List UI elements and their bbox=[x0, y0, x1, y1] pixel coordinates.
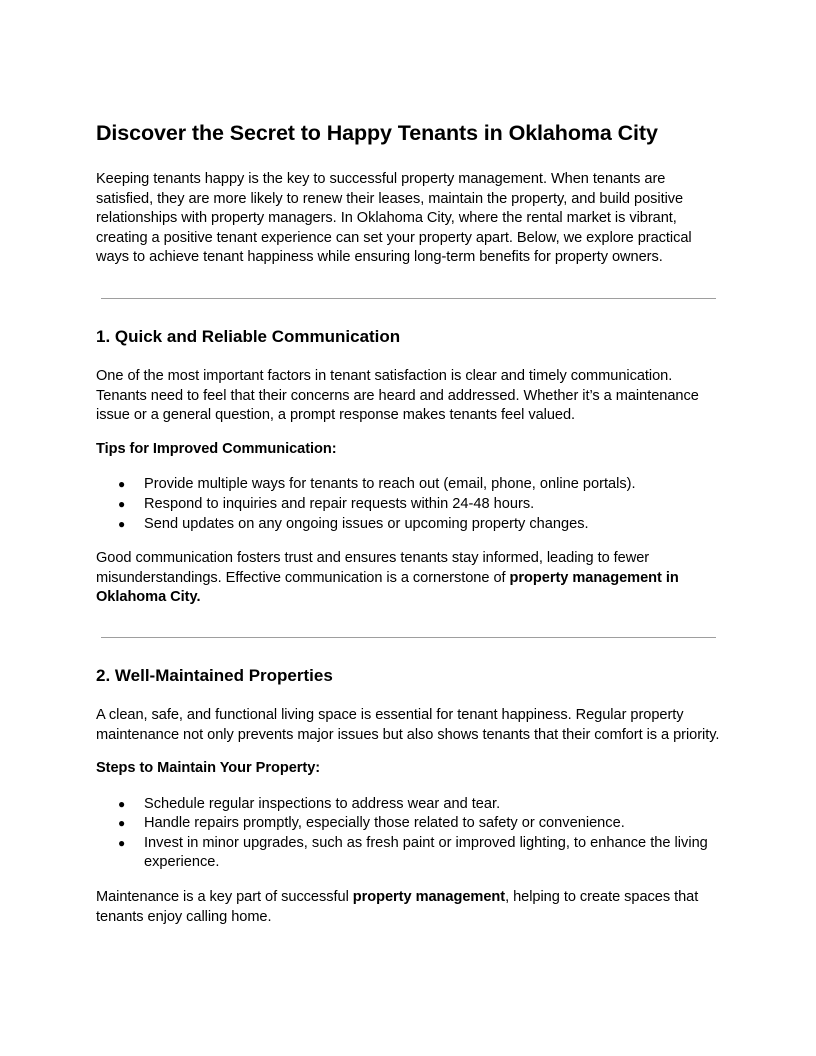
list-item: ● Schedule regular inspections to address wear and tear. bbox=[96, 795, 720, 815]
tips-label-communication: Tips for Improved Communication: bbox=[96, 440, 337, 457]
document-page bbox=[96, 118, 720, 927]
bold-keyword: property management in Oklahoma City. bbox=[96, 569, 679, 606]
section-body-communication: One of the most important factors in tenant satisfaction is clear and timely communication. Tenants need to feel that their concerns are heard and addressed. Whether it’s a maintenance issue or a general question, a prompt response makes tenants feel valued. bbox=[96, 367, 699, 424]
bullet-list-communication bbox=[96, 475, 720, 534]
closing-paragraph-communication: Good communication fosters trust and ensures tenants stay informed, leading to fewer misunderstandings. Effective communication is a cornerstone of property management in Oklahoma City. bbox=[96, 550, 679, 606]
page-title: Discover the Secret to Happy Tenants in Oklahoma City bbox=[96, 121, 658, 145]
bullet-icon: ● bbox=[118, 796, 126, 811]
closing-paragraph-maintenance: Maintenance is a key part of successful property management, helping to create spaces that tenants enjoy calling home. bbox=[96, 889, 699, 925]
section-body-maintenance: A clean, safe, and functional living space is essential for tenant happiness. Regular property maintenance not only prevents major issues but also shows tenants that their comfort is a priority. bbox=[96, 706, 720, 743]
section-heading-communication: 1. Quick and Reliable Communication bbox=[96, 326, 401, 346]
intro-paragraph: Keeping tenants happy is the key to successful property management. When tenants are satisfied, they are more likely to renew their leases, maintain the property, and build positive relationships with property managers. In Oklahoma City, where the rental market is vibrant, creating a positive tenant experience can set your property apart. Below, we explore practical ways to achieve tenant happiness while ensuring long-term benefits for property owners. bbox=[96, 171, 692, 266]
bullet-icon: ● bbox=[118, 816, 126, 831]
horizontal-divider bbox=[101, 637, 716, 638]
list-item: ● Respond to inquiries and repair requests within 24-48 hours. bbox=[96, 495, 720, 515]
section-heading-maintenance: 2. Well-Maintained Properties bbox=[96, 665, 333, 685]
tips-label-maintenance: Steps to Maintain Your Property: bbox=[96, 760, 321, 777]
list-item: ● Handle repairs promptly, especially those related to safety or convenience. bbox=[96, 814, 720, 834]
bold-keyword: property management bbox=[352, 889, 506, 906]
bullet-icon: ● bbox=[118, 477, 126, 492]
bullet-icon: ● bbox=[118, 516, 126, 531]
list-item: ● Invest in minor upgrades, such as fresh paint or improved lighting, to enhance the living experience. bbox=[118, 834, 708, 871]
bullet-icon: ● bbox=[118, 835, 126, 850]
bullet-list-maintenance bbox=[96, 795, 720, 873]
list-item: ● Provide multiple ways for tenants to reach out (email, phone, online portals). bbox=[96, 475, 720, 495]
list-item: ● Send updates on any ongoing issues or upcoming property changes. bbox=[96, 515, 720, 535]
bullet-icon: ● bbox=[118, 496, 126, 511]
horizontal-divider bbox=[101, 298, 716, 299]
